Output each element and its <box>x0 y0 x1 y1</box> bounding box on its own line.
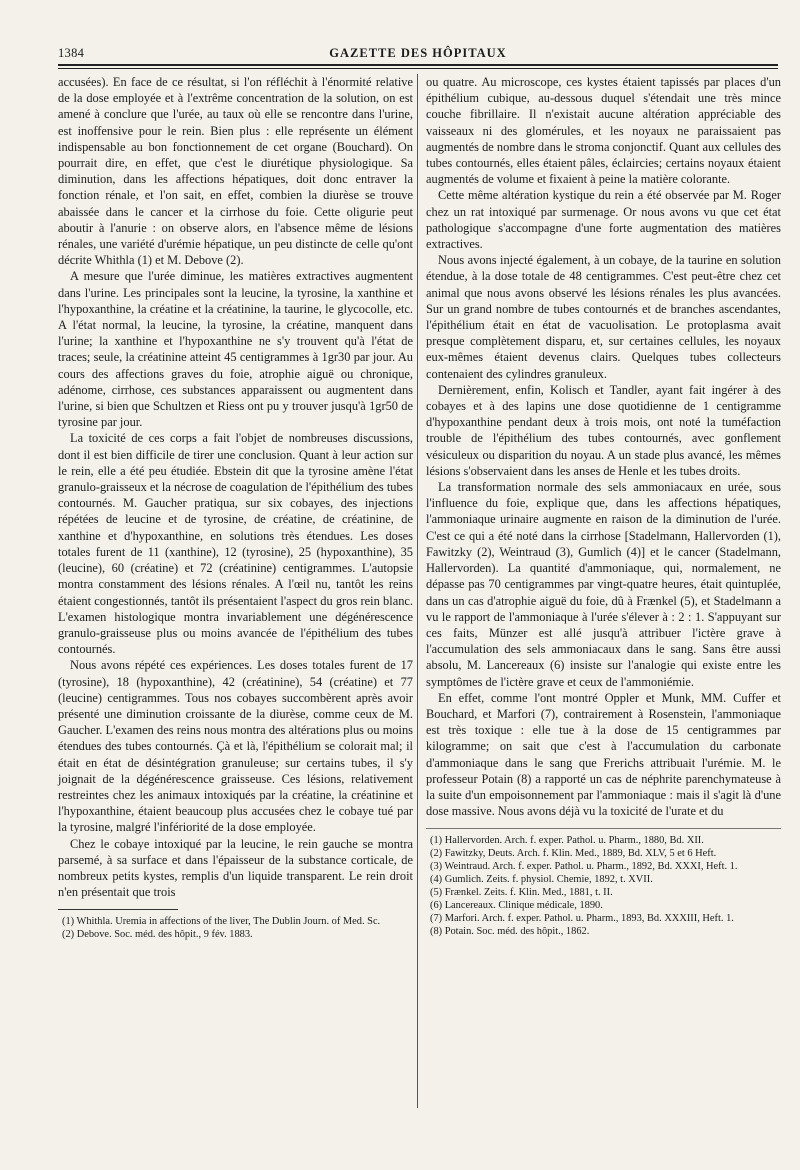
page-header <box>58 44 778 66</box>
paragraph: A mesure que l'urée diminue, les matières extractives augmentent dans l'urine. Les principales sont la leucine, la tyrosine, la xanthine et l'hypoxanthine, la créatine et la créatinine, la taurine, le glycocolle, etc. A l'état normal, la leucine, la tyrosine, la créatine, manquent dans l'urine; la xanthine et l'hypoxanthine ne s'y trouvent qu'à l'état de traces; seule, la créatinine atteint 45 centigrammes à 1gr30 par jour. Au cours des affections graves du foie, atrophie aiguë ou chronique, adénome, cirrhose, ces substances apparaissent ou augmentent dans l'urine, si bien que Schultzen et Riess ont pu y trouver jusqu'à 1gr50 de tyrosine par jour. <box>58 269 413 430</box>
header-rule-thin <box>58 68 778 69</box>
paragraph: accusées). En face de ce résultat, si l'on réfléchit à l'énormité relative de la dose employée et à l'extrême concentration de la solution, on est amené à conclure que l'urée, au taux où elle se rencontre dans l'urine, est inoffensive pour le rein. Bien plus : elle représente un élément indispensable au bon fonctionnement de cet organe (Bouchard). On pourrait dire, en effet, que c'est le diurétique physiologique. Sa diminution, dans les affections hépatiques, doit donc entraver la fonction rénale, et l'on sait, en effet, combien la diurèse se trouve abaissée dans le cancer et la cirrhose du foie. Cette oligurie peut aboutir à l'anurie : on observe alors, en l'absence même de lésions rénales, une variété d'urémie hépatique, un peu distincte de celle qu'ont décrite Whithla (1) et M. Debove (2). <box>58 75 413 268</box>
footnote: (2) Debove. Soc. méd. des hôpit., 9 fév. 1883. <box>62 929 253 941</box>
footnote-rule <box>426 828 781 829</box>
header-rule-thick <box>58 64 778 66</box>
footnote: (6) Lancereaux. Clinique médicale, 1890. <box>430 900 603 912</box>
footnote: (4) Gumlich. Zeits. f. physiol. Chemie, 1892, t. XVII. <box>430 874 653 886</box>
page-number: 1384 <box>58 46 85 60</box>
right-column <box>426 74 781 938</box>
paragraph: Nous avons injecté également, à un cobaye, de la taurine en solution étendue, à la dose totale de 48 centigrammes. C'est peut-être chez cet animal que nous avons observé les lésions rénales les plus avancées. Sur un grand nombre de tubes contournés et de branches ascendantes, l'épithélium était en état de vacuolisation. Le protoplasma avait presque complètement disparu, et, sur certaines cellules, les noyaux eux-mêmes étaient devenus clairs. Quelques tubes collecteurs contenaient des cylindres granuleux. <box>426 253 781 381</box>
footnote-rule <box>58 909 178 910</box>
column-divider <box>417 74 418 1108</box>
footnote: (3) Weintraud. Arch. f. exper. Pathol. u. Pharm., 1892, Bd. XXXI, Heft. 1. <box>430 861 738 873</box>
footnote: (1) Hallervorden. Arch. f. exper. Pathol. u. Pharm., 1880, Bd. XII. <box>430 835 704 847</box>
running-title: GAZETTE DES HÔPITAUX <box>329 46 507 60</box>
left-column <box>58 74 413 941</box>
paragraph: Chez le cobaye intoxiqué par la leucine, le rein gauche se montra parsemé, à sa surface et dans l'épaisseur de la substance corticale, de nombreux petits kystes, remplis d'un liquide transparent. Le rein droit n'en présentait que trois <box>58 836 413 900</box>
footnote: (5) Frænkel. Zeits. f. Klin. Med., 1881, t. II. <box>430 887 613 899</box>
footnote: (2) Fawitzky, Deuts. Arch. f. Klin. Med., 1889, Bd. XLV, 5 et 6 Heft. <box>430 848 717 860</box>
footnotes <box>426 834 781 938</box>
footnote: (1) Whithla. Uremia in affections of the liver, The Dublin Journ. of Med. Sc. <box>62 916 381 928</box>
paragraph: La transformation normale des sels ammoniacaux en urée, sous l'influence du foie, explique que, dans les affections hépatiques, l'ammoniaque urinaire augmente en raison de la diminution de l'urée. C'est ce qui a été noté dans la cirrhose [Stadelmann, Hallervorden (1), Fawitzky (2), Weintraud (3), Gumlich (4)] et le cancer (Stadelmann, Hallervorden). La quantité d'ammoniaque, qui, normalement, ne dépasse pas 70 centigrammes par vingt-quatre heures, était quintuplée, dans un cas d'atrophie aiguë du foie, dû à Frænkel (5), et Stadelmann a vu le rapport de l'ammoniaque à l'urée s'élever à : 2 : 1. S'appuyant sur ces faits, Münzer est allé jusqu'à attribuer l'ictère grave à l'accumulation des sels ammoniacaux dans le sang. Sans être aussi absolu, M. Lancereaux (6) insiste sur l'analogie qui existe entre les symptômes de l'ictère grave et ceux de l'ammoniémie. <box>426 480 781 689</box>
paragraph: En effet, comme l'ont montré Oppler et Munk, MM. Cuffer et Bouchard, et Marfori (7), contrairement à Rosenstein, l'ammoniaque est très toxique : elle tue à la dose de 15 centigrammes par kilogramme; on sait que c'est à l'accumulation du carbonate d'ammoniaque dans le sang que Frerichs attribuait l'urémie. M. le professeur Potain (8) a rapporté un cas de néphrite parenchymateuse à la suite d'un empoisonnement par l'ammoniaque : mais il s'agit là d'une dose massive. Nous avons déjà vu la toxicité de l'urate et du <box>426 690 781 819</box>
paragraph: ou quatre. Au microscope, ces kystes étaient tapissés par places d'un épithélium cubique, au-dessous duquel s'étendait une très mince couche fibrillaire. Il n'existait aucune altération appréciable des vaisseaux ni des glomérules, et les noyaux ne paraissaient pas augmentés de nombre dans le stroma conjonctif. Quant aux cellules des tubes contournés, elles étaient pâles, éclaircies; certains noyaux étaient augmentés de volume et fixaient à peine la matière colorante. <box>426 75 781 187</box>
footnote: (7) Marfori. Arch. f. exper. Pathol. u. Pharm., 1893, Bd. XXXIII, Heft. 1. <box>430 913 734 925</box>
paragraph: Cette même altération kystique du rein a été observée par M. Roger chez un rat intoxiqué par surmenage. Or nous avons vu que cet état pathologique s'accompagne d'une forte augmentation des matières extractives. <box>426 188 781 252</box>
paragraph: Nous avons répété ces expériences. Les doses totales furent de 17 (tyrosine), 18 (hypoxanthine), 42 (créatinine), 54 (créatine) et 77 (leucine) centigrammes. Tous nos cobayes succombèrent après avoir présenté une diminution croissante de la diurèse, comme ceux de M. Gaucher. L'examen des reins nous montra des altérations plus ou moins étendues des tubes contournés. Çà et là, l'épithélium se colorait mal; il était en état de désintégration granuleuse; sur certains tubes, il s'y joignait de la dégénérescence graisseuse. Ces lésions, relativement restreintes chez les animaux intoxiqués par la créatine, la créatinine et l'hypoxanthine, étaient beaucoup plus accusées chez le cobaye tué par la tyrosine, malgré l'infériorité de la dose employée. <box>58 658 413 835</box>
paragraph: La toxicité de ces corps a fait l'objet de nombreuses discussions, dont il est bien difficile de tirer une conclusion. Quant à leur action sur le rein, elle a été peu étudiée. Ebstein dit que la tyrosine amène l'état granulo-graisseux et la nécrose de coagulation de l'épithélium des tubes contournés. M. Gaucher pratiqua, sur six cobayes, des injections répétées de leucine et de tyrosine, de créatine, de créatinine, de xanthine et d'hypoxanthine, en solutions très étendues. Les doses totales furent de 11 (xanthine), 12 (tyrosine), 25 (hypoxanthine), 35 (leucine), 60 (créatine) et 72 (créatinine) centigrammes. L'autopsie montra constamment des lésions rénales. A l'œil nu, tantôt les reins étaient congestionnés, tantôt ils présentaient l'aspect du gros rein blanc. L'examen histologique montra invariablement une dégénérescence granulo-graisseuse plus ou moins avancée de l'épithélium des tubes contournés. <box>58 431 413 657</box>
footnotes <box>58 915 413 941</box>
paragraph: Dernièrement, enfin, Kolisch et Tandler, ayant fait ingérer à des cobayes et à des lapins une dose quotidienne de 1 centigramme d'hypoxanthine pendant deux à trois mois, ont noté la tuméfaction trouble de l'épithélium des tubes contournés, avec gonflement vésiculeux ou disparition du noyau. A un stade plus avancé, les mêmes lésions s'observaient dans les anses de Henle et les tubes droits. <box>426 382 781 478</box>
footnote: (8) Potain. Soc. méd. des hôpit., 1862. <box>430 926 590 938</box>
